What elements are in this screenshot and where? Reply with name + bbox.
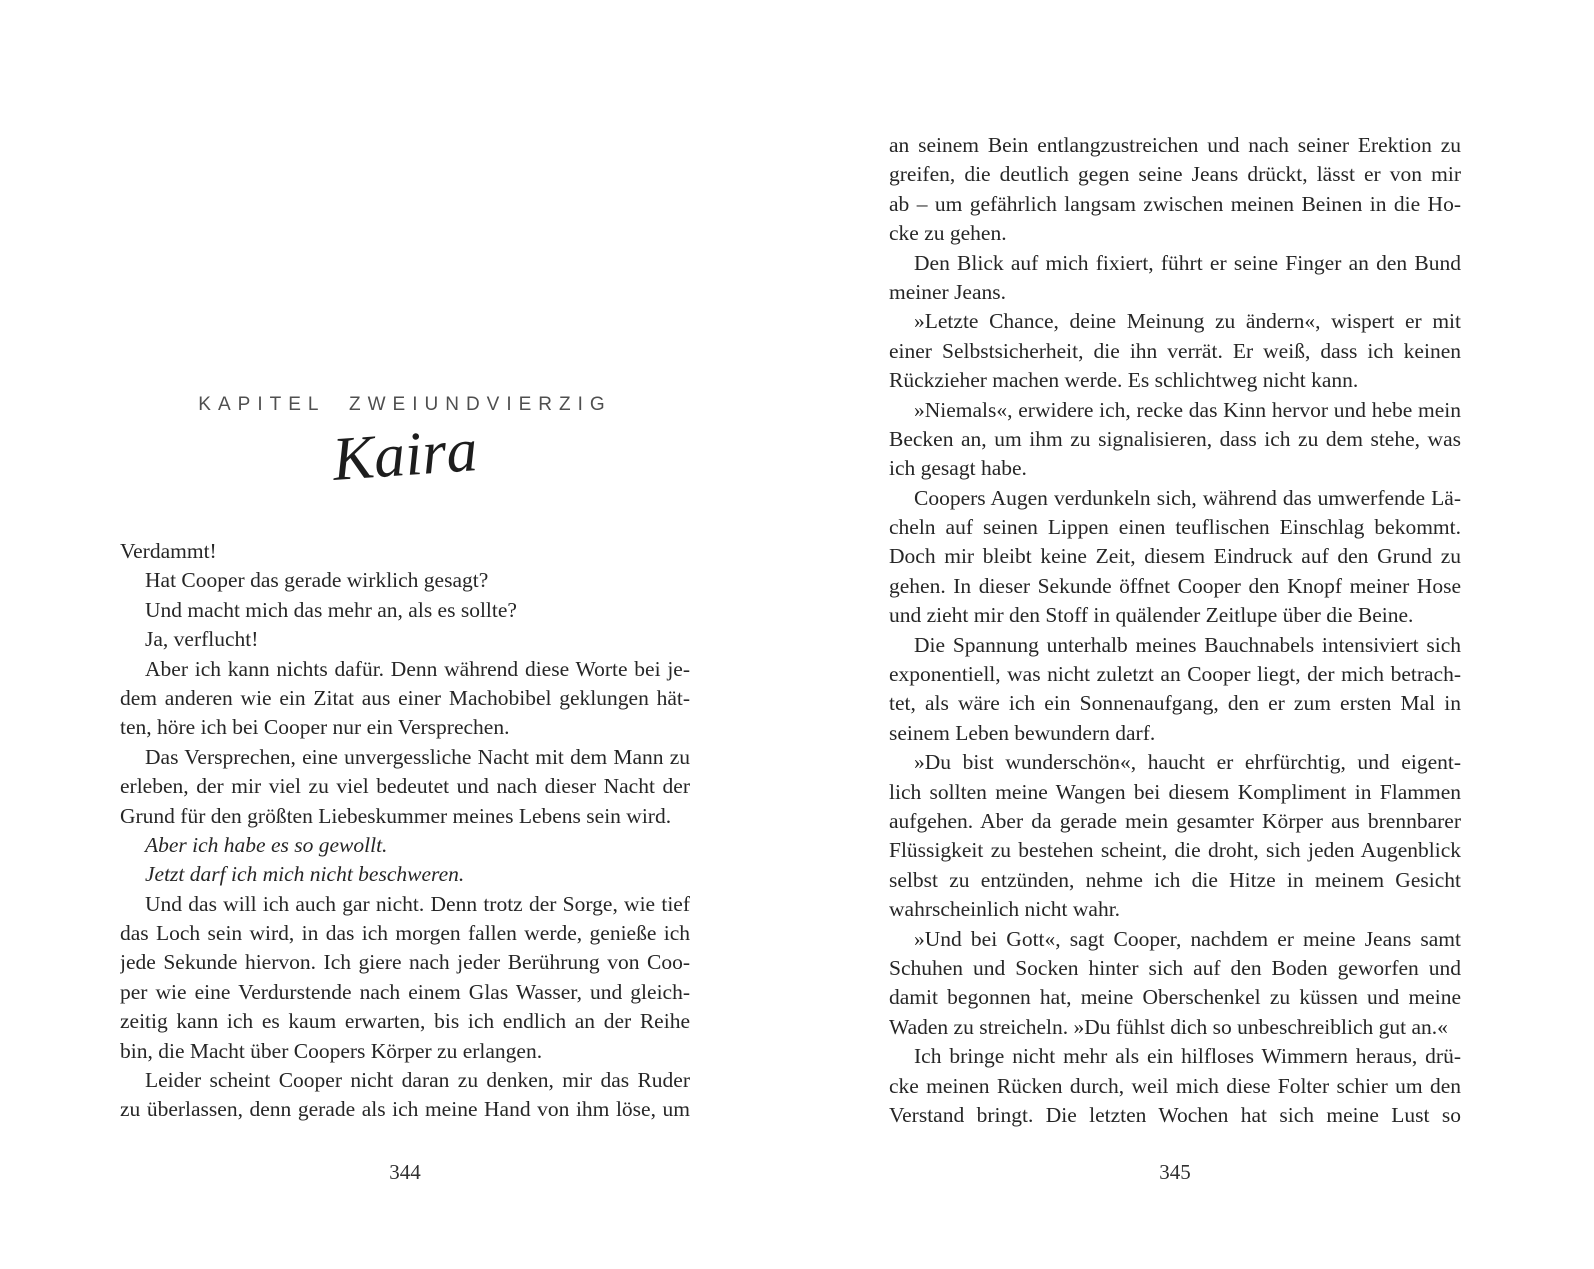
text-line: Jetzt darf ich mich nicht beschweren.: [145, 862, 465, 887]
text-line: gehen. In dieser Sekunde öffnet Cooper den Knopf meiner Hose: [889, 573, 1461, 598]
text-line: Und das will ich auch gar nicht. Denn trotz der Sorge, wie tief: [145, 891, 690, 916]
text-line: Coopers Augen verdunkeln sich, während das umwerfende Lä-: [914, 485, 1461, 510]
left-page-body-text: [120, 537, 690, 1125]
text-line: Verdammt!: [120, 539, 217, 563]
chapter-label: KAPITEL ZWEIUNDVIERZIG: [198, 394, 612, 415]
right-page-number: 345: [1159, 1160, 1191, 1184]
text-line: exponentiell, was nicht zuletzt an Cooper liegt, der mich betrach-: [889, 662, 1461, 687]
text-line: Ja, verflucht!: [145, 627, 259, 652]
text-line: Hat Cooper das gerade wirklich gesagt?: [145, 568, 489, 593]
text-line: Becken an, um ihm zu signalisieren, dass ich zu dem stehe, was: [889, 426, 1461, 451]
text-line: einer Selbstsicherheit, die ihn verrät. Er weiß, dass ich keinen: [889, 338, 1461, 363]
text-line: Doch mir bleibt keine Zeit, diesem Eindruck auf den Grund zu: [889, 544, 1461, 569]
text-line: dem anderen wie ein Zitat aus einer Machobibel geklungen hät-: [120, 685, 690, 710]
text-line: lich sollten meine Wangen bei diesem Kompliment in Flammen: [889, 779, 1461, 804]
text-line: tet, als wäre ich ein Sonnenaufgang, den er zum ersten Mal in: [889, 691, 1461, 716]
text-line: und zieht mir den Stoff in quälender Zeitlupe über die Beine.: [889, 603, 1414, 628]
text-line: ten, höre ich bei Cooper nur ein Versprechen.: [120, 715, 510, 740]
text-line: ab – um gefährlich langsam zwischen meinen Beinen in die Ho-: [889, 191, 1461, 216]
text-line: per wie eine Verdurstende nach einem Glas Wasser, und gleich-: [120, 979, 690, 1004]
text-line: wahrscheinlich nicht wahr.: [889, 897, 1121, 922]
text-line: cke zu gehen.: [889, 221, 1007, 246]
text-line: das Loch sein wird, in das ich morgen fallen werde, genieße ich: [120, 921, 690, 946]
text-line: cheln auf seinen Lippen einen teuflischen Einschlag bekommt.: [889, 515, 1461, 540]
text-line: damit begonnen hat, meine Oberschenkel zu küssen und meine: [889, 985, 1461, 1010]
text-line: Flüssigkeit zu bestehen scheint, die droht, sich jeden Augenblick: [889, 838, 1461, 863]
text-line: Verstand bringt. Die letzten Wochen hat sich meine Lust so: [889, 1102, 1461, 1127]
text-line: Schuhen und Socken hinter sich auf den Boden geworfen und: [889, 955, 1461, 980]
text-line: cke meinen Rücken durch, weil mich diese Folter schier um den: [889, 1073, 1461, 1098]
chapter-title: Kaira: [330, 416, 480, 494]
text-line: Waden zu streicheln. »Du fühlst dich so unbeschreiblich gut an.«: [889, 1014, 1448, 1039]
text-line: Rückzieher machen werde. Es schlichtweg nicht kann.: [889, 368, 1359, 393]
text-line: »Niemals«, erwidere ich, recke das Kinn hervor und hebe mein: [914, 397, 1461, 422]
text-line: jede Sekunde hiervon. Ich giere nach jeder Berührung von Coo-: [120, 950, 690, 975]
right-page-body-text: [889, 131, 1461, 1130]
text-line: zu überlassen, denn gerade als ich meine Hand von ihm löse, um: [120, 1097, 690, 1122]
text-line: zeitig kann ich es kaum erwarten, bis ich endlich an der Reihe: [120, 1009, 690, 1034]
left-page: [120, 0, 690, 1269]
text-line: meiner Jeans.: [889, 279, 1007, 304]
text-line: Und macht mich das mehr an, als es sollte?: [145, 597, 517, 622]
text-line: »Du bist wunderschön«, haucht er ehrfürchtig, und eigent-: [914, 750, 1461, 775]
text-line: »Letzte Chance, deine Meinung zu ändern«, wispert er mit: [914, 309, 1461, 334]
left-page-number: 344: [389, 1160, 421, 1184]
text-line: Aber ich habe es so gewollt.: [145, 832, 388, 857]
text-line: Den Blick auf mich fixiert, führt er seine Finger an den Bund: [914, 250, 1461, 275]
text-line: Aber ich kann nichts dafür. Denn während diese Worte bei je-: [145, 656, 690, 681]
right-page: [889, 0, 1461, 1269]
text-line: »Und bei Gott«, sagt Cooper, nachdem er meine Jeans samt: [914, 926, 1461, 951]
text-line: Ich bringe nicht mehr als ein hilfloses Wimmern heraus, drü-: [914, 1044, 1461, 1069]
text-line: Leider scheint Cooper nicht daran zu denken, mir das Ruder: [145, 1068, 690, 1093]
text-line: Grund für den größten Liebeskummer meines Lebens sein wird.: [120, 803, 672, 828]
text-line: greifen, die deutlich gegen seine Jeans drückt, lässt er von mir: [889, 162, 1461, 187]
text-line: Das Versprechen, eine unvergessliche Nacht mit dem Mann zu: [145, 744, 690, 769]
text-line: ich gesagt habe.: [889, 456, 1027, 481]
text-line: erleben, der mir viel zu viel bedeutet und nach dieser Nacht der: [120, 774, 690, 799]
text-line: bin, die Macht über Coopers Körper zu erlangen.: [120, 1038, 543, 1063]
text-line: an seinem Bein entlangzustreichen und nach seiner Erektion zu: [889, 133, 1461, 157]
text-line: aufgehen. Aber da gerade mein gesamter Körper aus brennbarer: [889, 808, 1461, 833]
text-line: Die Spannung unterhalb meines Bauchnabels intensiviert sich: [914, 632, 1461, 657]
text-line: selbst zu entzünden, nehme ich die Hitze in meinem Gesicht: [889, 867, 1461, 892]
text-line: seinem Leben bewundern darf.: [889, 720, 1156, 745]
